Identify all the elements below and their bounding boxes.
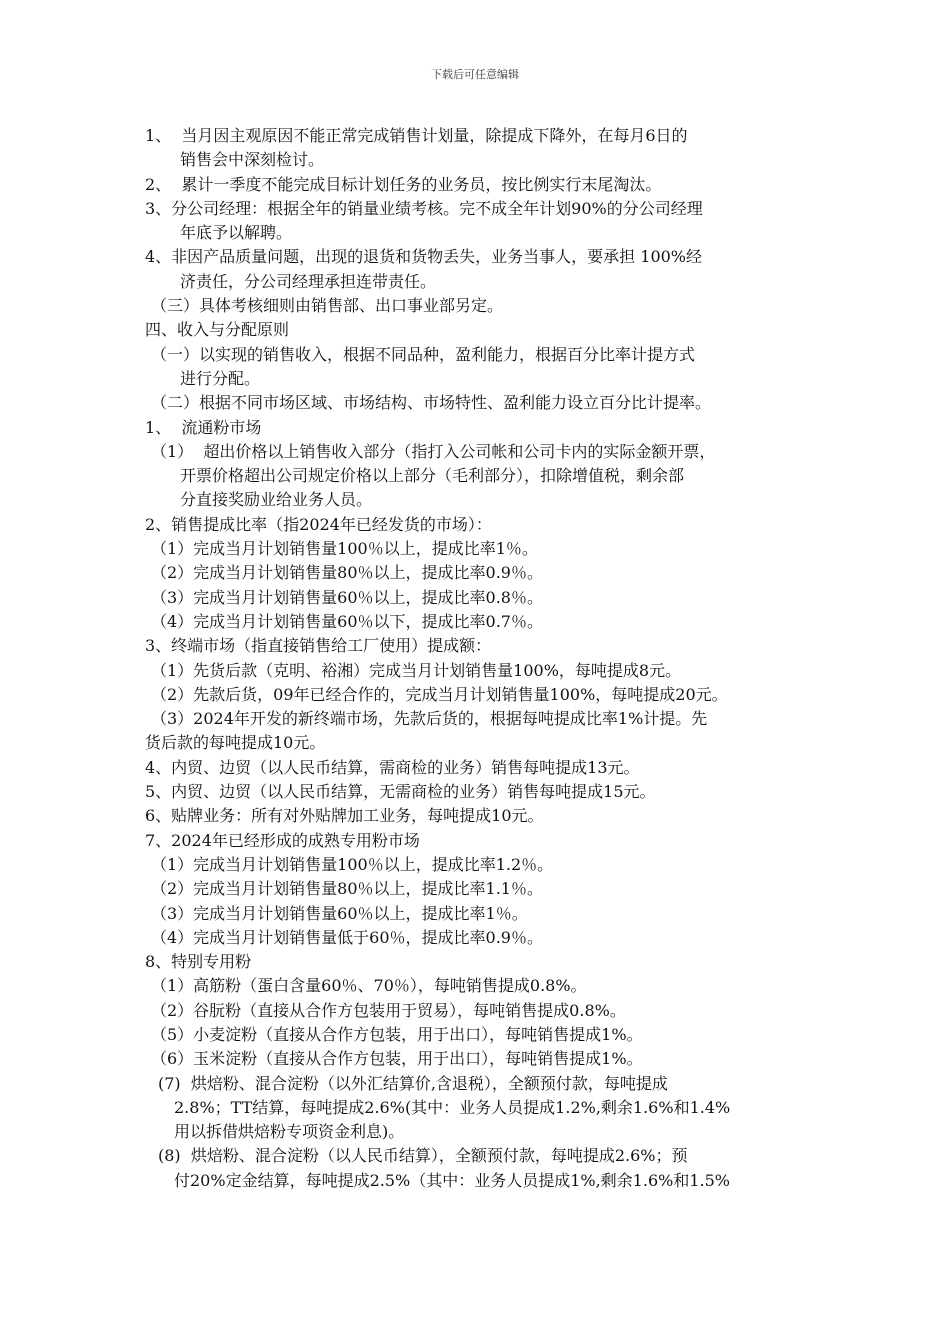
document-line: （一）以实现的销售收入，根据不同品种，盈利能力，根据百分比率计提方式 xyxy=(151,344,696,364)
document-line: （2）先款后货，09年已经合作的，完成当月计划销售量100%，每吨提成20元。 xyxy=(151,684,728,704)
document-line: 2.8%；TT结算，每吨提成2.6%(其中：业务人员提成1.2%,剩余1.6%和1.4% xyxy=(174,1097,731,1117)
document-line: 四、收入与分配原则 xyxy=(145,320,290,340)
document-line: 济责任，分公司经理承担连带责任。 xyxy=(180,271,437,291)
document-line: 2、 累计一季度不能完成目标计划任务的业务员，按比例实行末尾淘汰。 xyxy=(145,174,662,194)
document-line: （3）完成当月计划销售量60％以上，提成比率1％。 xyxy=(151,903,528,923)
document-line: 用以拆借烘焙粉专项资金利息)。 xyxy=(174,1122,405,1142)
document-line: （4）完成当月计划销售量低于60％，提成比率0.9％。 xyxy=(151,927,543,947)
document-line: 8、特别专用粉 xyxy=(145,952,252,972)
document-line: （2）谷朊粉（直接从合作方包装用于贸易），每吨销售提成0.8%。 xyxy=(151,1000,626,1020)
document-line: (7) 烘焙粉、混合淀粉（以外汇结算价,含退税），全额预付款，每吨提成 xyxy=(158,1073,668,1093)
document-line: 6、贴牌业务：所有对外贴牌加工业务，每吨提成10元。 xyxy=(145,806,544,826)
document-line: (8) 烘焙粉、混合淀粉（以人民币结算），全额预付款，每吨提成2.6%；预 xyxy=(158,1146,688,1166)
document-line: 进行分配。 xyxy=(180,368,261,388)
document-line: 销售会中深刻检讨。 xyxy=(180,150,325,170)
document-line: 2、销售提成比率（指2024年已经发货的市场）： xyxy=(145,514,492,534)
document-line: 4、内贸、边贸（以人民币结算，需商检的业务）销售每吨提成13元。 xyxy=(145,757,640,777)
document-line: （3）2024年开发的新终端市场，先款后货的，根据每吨提成比率1%计提。先 xyxy=(151,709,708,729)
document-line: 开票价格超出公司规定价格以上部分（毛利部分），扣除增值税，剩余部 xyxy=(180,466,685,486)
document-line: 3、终端市场（指直接销售给工厂使用）提成额： xyxy=(145,636,492,656)
document-line: （6）玉米淀粉（直接从合作方包装，用于出口），每吨销售提成1%。 xyxy=(151,1049,643,1069)
document-line: （1）先货后款（克明、裕湘）完成当月计划销售量100%，每吨提成8元。 xyxy=(151,660,682,680)
document-line: 5、内贸、边贸（以人民币结算，无需商检的业务）销售每吨提成15元。 xyxy=(145,782,656,802)
document-line: （3）完成当月计划销售量60％以上，提成比率0.8％。 xyxy=(151,587,543,607)
document-line: （1）完成当月计划销售量100％以上，提成比率1.2％。 xyxy=(151,854,554,874)
page-header-note: 下载后可任意编辑 xyxy=(431,68,519,81)
document-line: （1） 超出价格以上销售收入部分（指打入公司帐和公司卡内的实际金额开票， xyxy=(151,441,716,461)
document-line: 3、分公司经理：根据全年的销量业绩考核。完不成全年计划90%的分公司经理 xyxy=(145,198,703,218)
document-line: 1、 当月因主观原因不能正常完成销售计划量，除提成下降外，在每月6日的 xyxy=(145,126,688,145)
document-line: （5）小麦淀粉（直接从合作方包装，用于出口），每吨销售提成1%。 xyxy=(151,1024,643,1044)
document-line: 付20%定金结算，每吨提成2.5%（其中：业务人员提成1%,剩余1.6%和1.5% xyxy=(174,1170,730,1190)
document-line: 7、2024年已经形成的成熟专用粉市场 xyxy=(145,830,420,850)
document-line: 分直接奖励业给业务人员。 xyxy=(180,490,373,510)
document-line: （1）高筋粉（蛋白含量60％、70％），每吨销售提成0.8%。 xyxy=(151,976,587,996)
document-line: （2）完成当月计划销售量80％以上，提成比率1.1％。 xyxy=(151,879,543,899)
document-line: （1）完成当月计划销售量100％以上，提成比率1％。 xyxy=(151,539,538,559)
document-line: 1、 流通粉市场 xyxy=(145,417,262,437)
document-line: 4、非因产品质量问题，出现的退货和货物丢失，业务当事人，要承担 100%经 xyxy=(145,247,703,267)
document-line: （三）具体考核细则由销售部、出口事业部另定。 xyxy=(151,296,504,316)
document-line: 货后款的每吨提成10元。 xyxy=(145,733,326,753)
document-body xyxy=(145,124,820,1193)
document-line: （4）完成当月计划销售量60％以下，提成比率0.7％。 xyxy=(151,611,543,631)
document-line: （2）完成当月计划销售量80％以上，提成比率0.9％。 xyxy=(151,563,543,583)
document-line: （二）根据不同市场区域、市场结构、市场特性、盈利能力设立百分比计提率。 xyxy=(151,393,712,413)
document-line: 年底予以解聘。 xyxy=(180,223,293,243)
